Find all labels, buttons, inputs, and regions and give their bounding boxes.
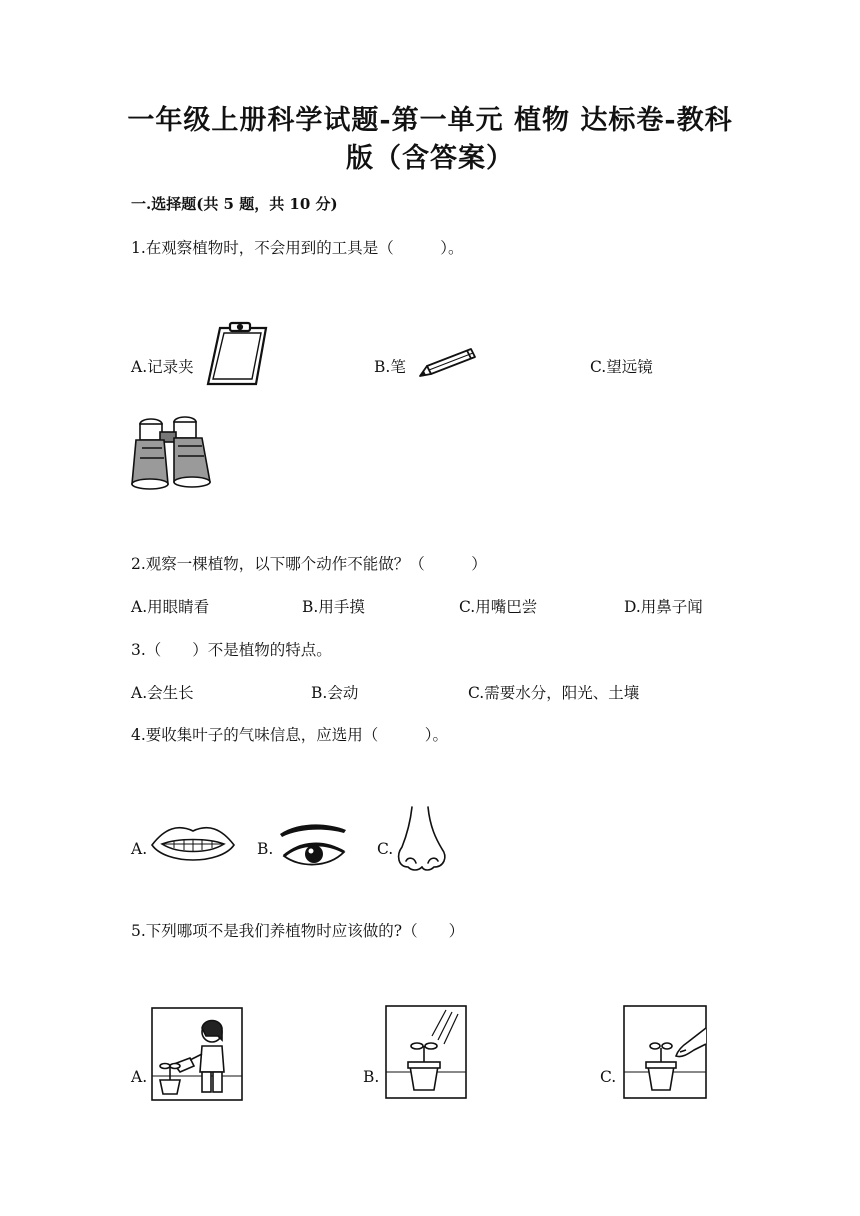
q3-option-a: A.会生长 xyxy=(131,684,194,702)
q2-option-a: A.用眼睛看 xyxy=(131,598,210,616)
section-heading: 一.选择题(共 5 题，共 10 分) xyxy=(131,195,338,213)
binoculars-icon xyxy=(130,414,220,490)
q1-option-b-label: B.笔 xyxy=(374,358,406,376)
nose-icon xyxy=(392,805,452,875)
q4-option-b-label: B. xyxy=(257,840,274,858)
q4-option-c-label: C. xyxy=(377,840,394,858)
q5-option-c-label: C. xyxy=(600,1068,617,1086)
question-4-stem: 4.要收集叶子的气味信息，应选用（ ）。 xyxy=(131,726,449,744)
pencil-icon xyxy=(417,346,481,380)
q4-option-a-label: A. xyxy=(131,840,148,858)
q3-option-b: B.会动 xyxy=(311,684,359,702)
question-5-stem: 5.下列哪项不是我们养植物时应该做的?（ ） xyxy=(131,922,465,940)
question-2-stem: 2.观察一棵植物，以下哪个动作不能做？（ ） xyxy=(131,555,487,573)
q1-option-a-label: A.记录夹 xyxy=(131,358,194,376)
page-title-line-2: 版（含答案） xyxy=(346,143,514,174)
q5-option-a-label: A. xyxy=(131,1068,148,1086)
question-3-stem: 3.（ ）不是植物的特点。 xyxy=(131,641,332,659)
plant-in-sunlight-picture xyxy=(384,1004,468,1100)
child-watering-plant-picture xyxy=(150,1006,244,1102)
clipboard-icon xyxy=(204,322,270,388)
hand-pulling-plant-picture xyxy=(622,1004,708,1100)
q2-option-b: B.用手摸 xyxy=(302,598,365,616)
question-1-stem: 1.在观察植物时，不会用到的工具是（ ）。 xyxy=(131,239,464,257)
page-title-line-1: 一年级上册科学试题-第一单元 植物 达标卷-教科 xyxy=(127,105,733,136)
q5-option-b-label: B. xyxy=(363,1068,380,1086)
eye-icon xyxy=(278,822,350,872)
q1-option-c-label: C.望远镜 xyxy=(590,358,653,376)
q3-option-c: C.需要水分，阳光、土壤 xyxy=(468,684,640,702)
q2-option-c: C.用嘴巴尝 xyxy=(459,598,538,616)
q2-option-d: D.用鼻子闻 xyxy=(624,598,703,616)
mouth-icon xyxy=(150,820,236,870)
